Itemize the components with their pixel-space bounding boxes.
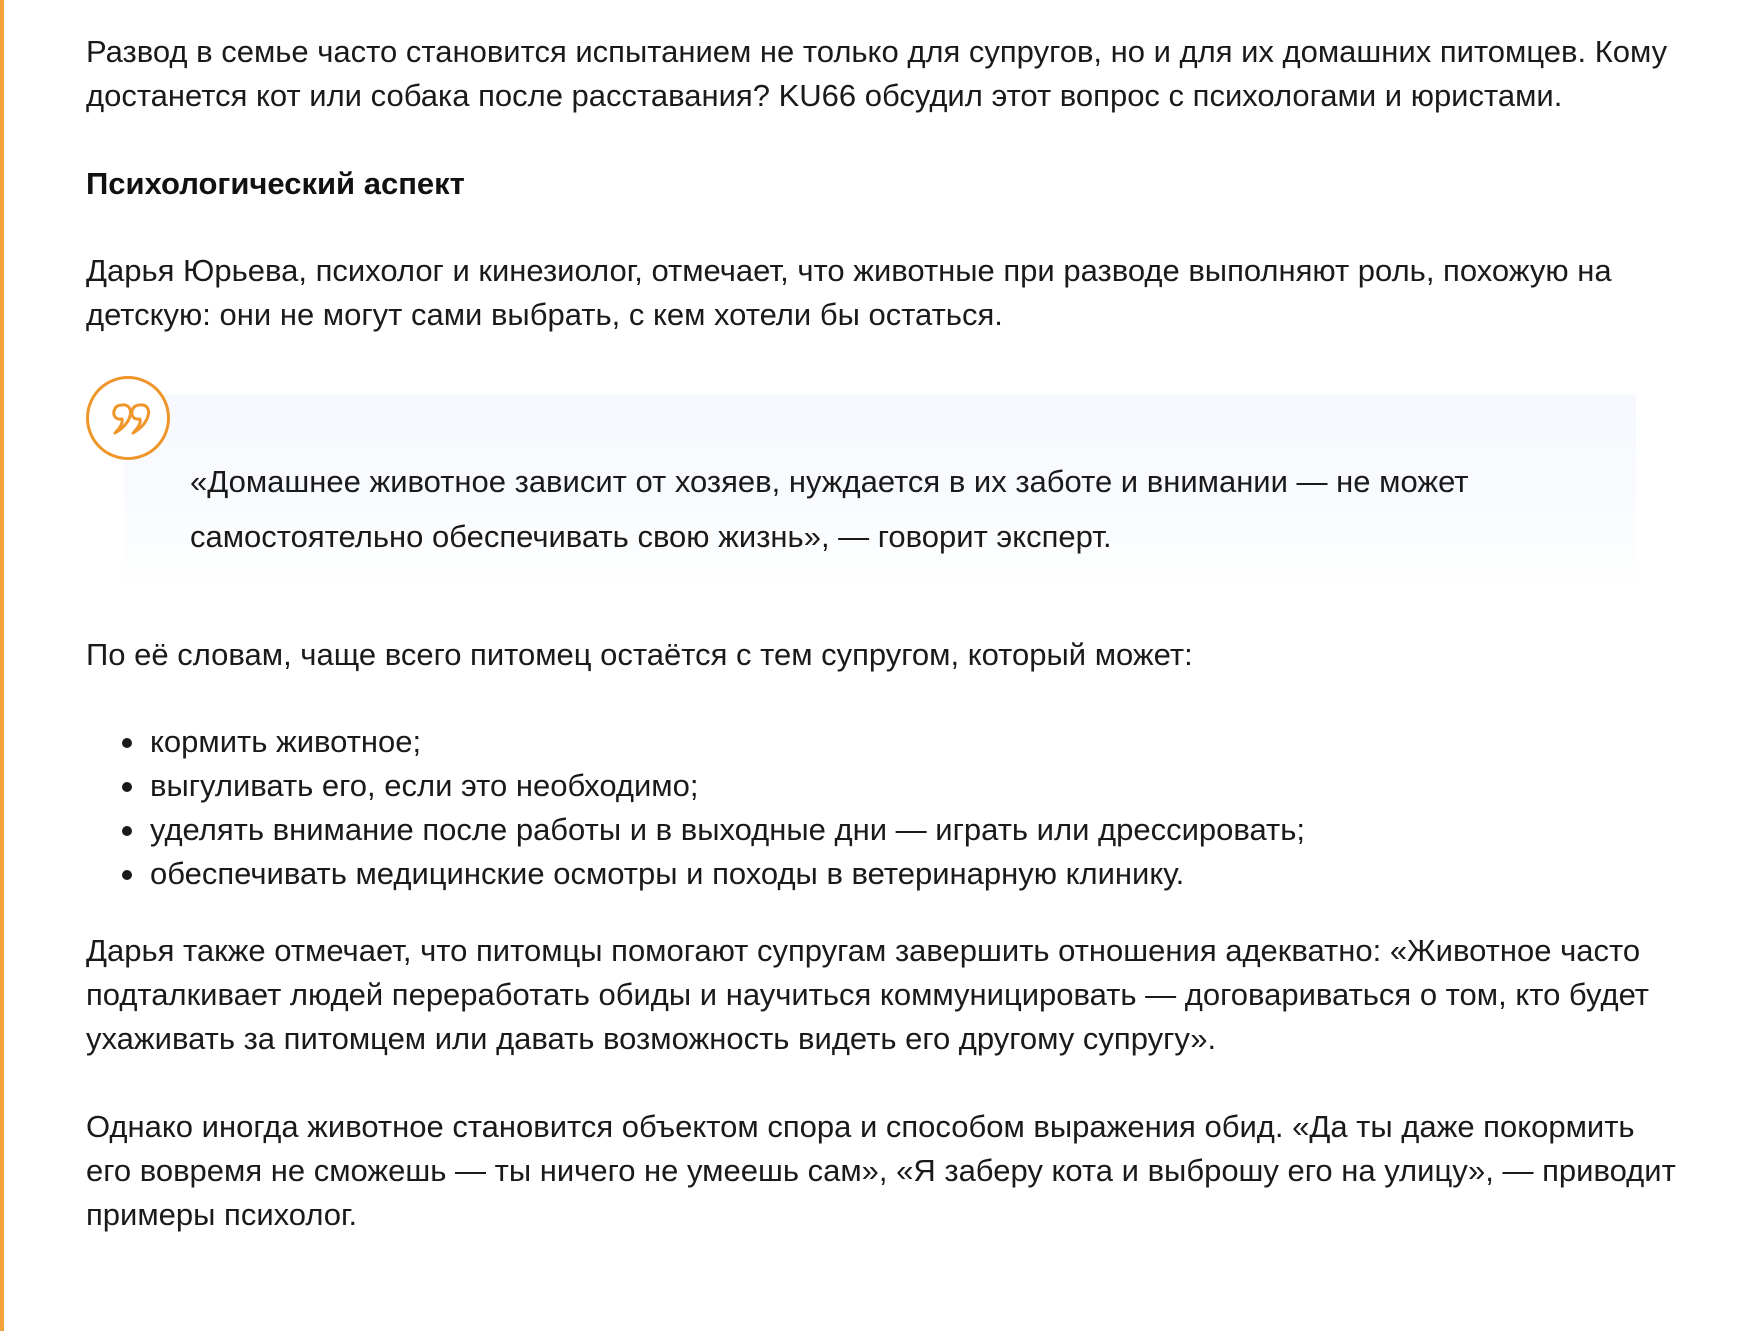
however-paragraph: Однако иногда животное становится объектом спора и способом выражения обид. «Да ты даже покормить его вовремя не сможешь — ты ничего не умеешь сам», «Я заберу кота и выброшу его на улицу», — приводит примеры психолог. [86,1109,1676,1232]
words-paragraph: По её словам, чаще всего питомец остаётся с тем супругом, который может: [86,637,1193,672]
list-item [86,764,1686,808]
list-item [86,852,1686,896]
list-item-text: уделять внимание после работы и в выходные дни — играть или дрессировать; [150,812,1306,847]
bullet-dot [122,826,132,836]
also-paragraph: Дарья также отмечает, что питомцы помогают супругам завершить отношения адекватно: «Животное часто подталкивает людей переработать обиды и научиться коммуницировать — договариваться о том, кто будет ухаживать за питомцем или давать возможность видеть его другому супругу». [86,933,1649,1056]
quote-text: «Домашнее животное зависит от хозяев, нуждается в их заботе и внимании — не может самостоятельно обеспечивать свою жизнь», — говорит эксперт. [190,464,1469,554]
section-heading: Психологический аспект [86,166,465,201]
blockquote [86,376,1686,606]
darya-paragraph: Дарья Юрьева, психолог и кинезиолог, отмечает, что животные при разводе выполняют роль, похожую на детскую: они не могут сами выбрать, с кем хотели бы остаться. [86,253,1612,332]
quote-icon [86,376,170,460]
list-item-text: выгуливать его, если это необходимо; [150,768,699,803]
article-body [86,30,1686,1237]
bullet-dot [122,782,132,792]
bullet-dot [122,738,132,748]
list-item [86,720,1686,764]
bullet-dot [122,870,132,880]
bullet-list [86,720,1686,896]
list-item-text: обеспечивать медицинские осмотры и походы в ветеринарную клинику. [150,856,1185,891]
left-accent-bar [0,0,4,1331]
list-item-text: кормить животное; [150,724,422,759]
intro-paragraph: Развод в семье часто становится испытанием не только для супругов, но и для их домашних питомцев. Кому достанется кот или собака после расставания? KU66 обсудил этот вопрос с психологами и юристами. [86,34,1668,113]
list-item [86,808,1686,852]
